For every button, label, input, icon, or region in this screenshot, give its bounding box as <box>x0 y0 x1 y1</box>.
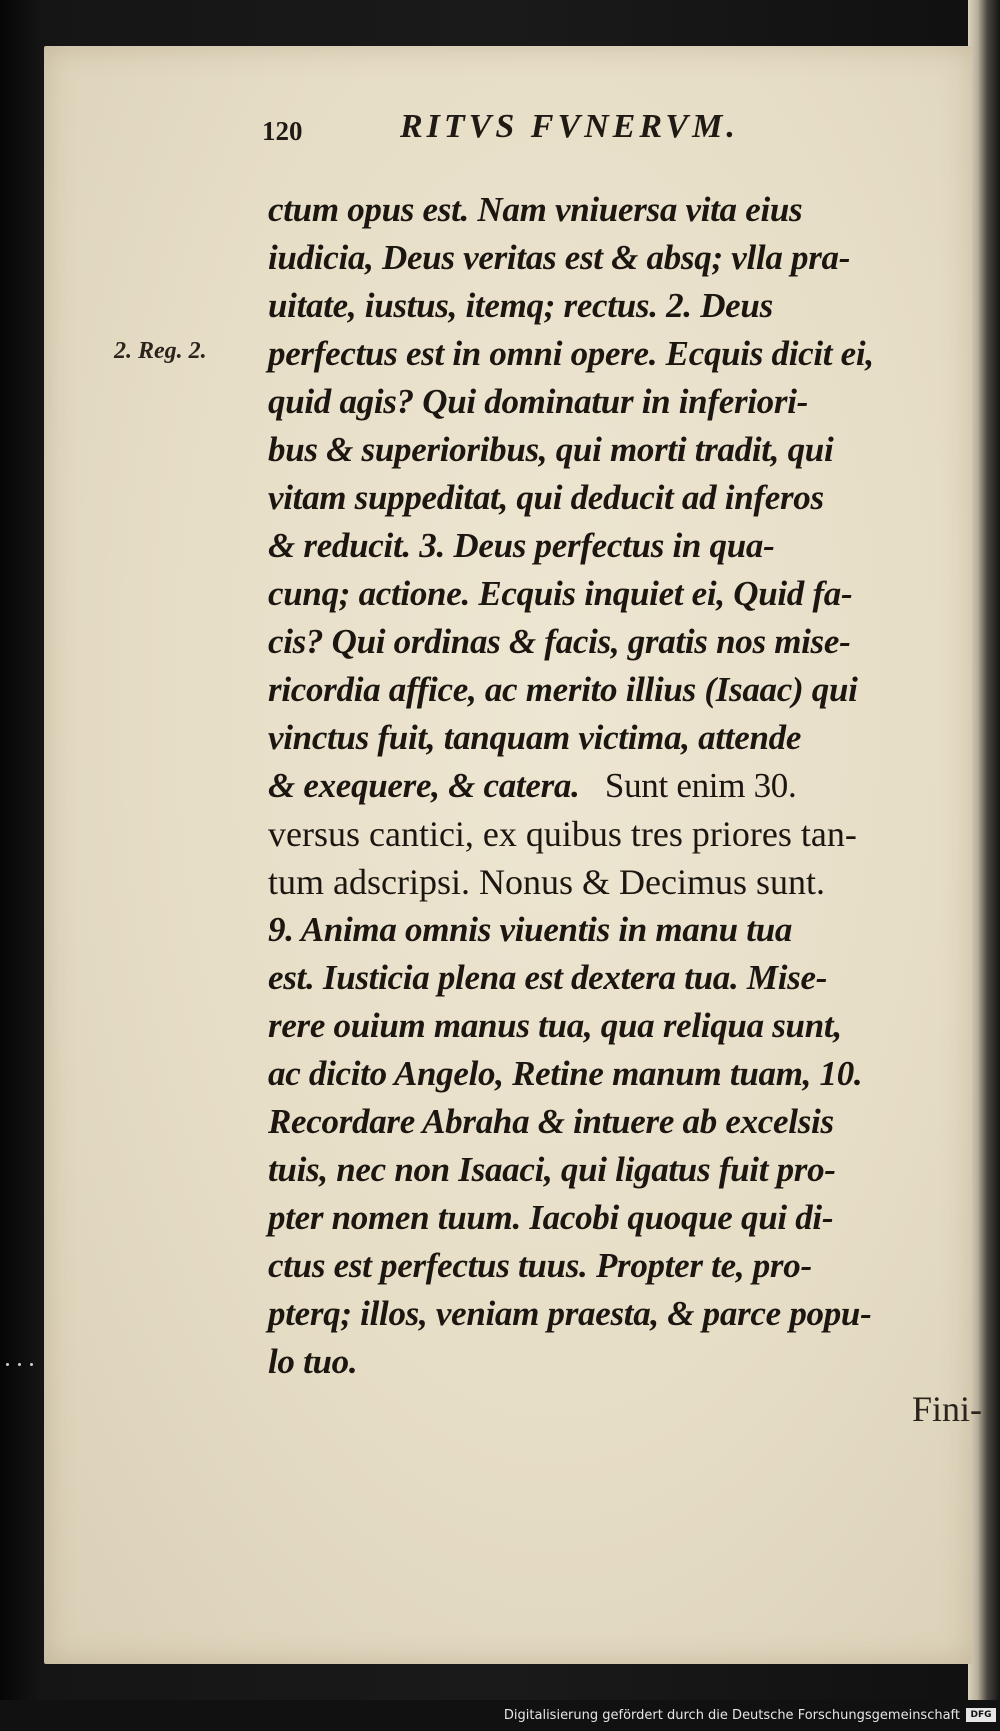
edge-dot <box>6 1363 9 1366</box>
margin-reference: 2. Reg. 2. <box>114 338 207 364</box>
text-line-roman-part: Sunt enim 30. <box>604 766 797 805</box>
text-line: pter nomen tuum. Iacobi quoque qui di- <box>268 1198 834 1237</box>
text-line: pterq; illos, veniam praesta, & parce popu- <box>268 1294 872 1333</box>
text-line: 9. Anima omnis viuentis in manu tua <box>268 910 793 949</box>
text-line: ac dicito Angelo, Retine manum tuam, 10. <box>268 1054 863 1093</box>
dfg-logo: DFG <box>966 1708 996 1722</box>
text-line: uitate, iustus, itemq; rectus. 2. Deus <box>268 286 773 325</box>
text-line: versus cantici, ex quibus tres priores tan- <box>268 814 857 854</box>
text-line: vinctus fuit, tanquam victima, attende <box>268 718 802 757</box>
edge-dot <box>18 1363 21 1366</box>
text-line: cis? Qui ordinas & facis, gratis nos mise- <box>268 622 851 661</box>
edge-marks <box>0 1360 44 1370</box>
text-line: est. Iusticia plena est dextera tua. Mise- <box>268 958 828 997</box>
text-line: ctus est perfectus tuus. Propter te, pro- <box>268 1246 812 1285</box>
text-line-italic-part: & exequere, & catera. <box>268 766 580 805</box>
page-header <box>262 108 822 158</box>
page-number: 120 <box>262 116 303 146</box>
edge-dot <box>30 1363 33 1366</box>
text-line: ricordia affice, ac merito illius (Isaac) qui <box>268 670 858 709</box>
text-line: cunq; actione. Ecquis inquiet ei, Quid fa- <box>268 574 853 613</box>
running-head: RITVS FVNERVM. <box>400 108 739 145</box>
text-line: rere ouium manus tua, qua reliqua sunt, <box>268 1006 842 1045</box>
text-line: Recordare Abraha & intuere ab excelsis <box>268 1102 834 1141</box>
funding-credit: Digitalisierung gefördert durch die Deutsche Forschungsgemeinschaft <box>503 1708 960 1723</box>
text-line: vitam suppeditat, qui deducit ad inferos <box>268 478 824 517</box>
book-page <box>44 46 983 1664</box>
text-line: tum adscripsi. Nonus & Decimus sunt. <box>268 862 825 902</box>
body-text <box>268 186 980 1386</box>
footer-bar <box>0 1700 1000 1731</box>
catchword: Fini- <box>912 1389 983 1429</box>
text-line: iudicia, Deus veritas est & absq; vlla pra- <box>268 238 851 277</box>
text-line: bus & superioribus, qui morti tradit, qui <box>268 430 834 469</box>
text-line: tuis, nec non Isaaci, qui ligatus fuit pro- <box>268 1150 836 1189</box>
text-line: perfectus est in omni opere. Ecquis dicit ei, <box>268 334 874 373</box>
text-line-mixed <box>268 762 980 810</box>
text-line: ctum opus est. Nam vniuersa vita eius <box>268 190 803 229</box>
text-line: lo tuo. <box>268 1342 358 1381</box>
text-line: & reducit. 3. Deus perfectus in qua- <box>268 526 775 565</box>
text-line: quid agis? Qui dominatur in inferiori- <box>268 382 808 421</box>
